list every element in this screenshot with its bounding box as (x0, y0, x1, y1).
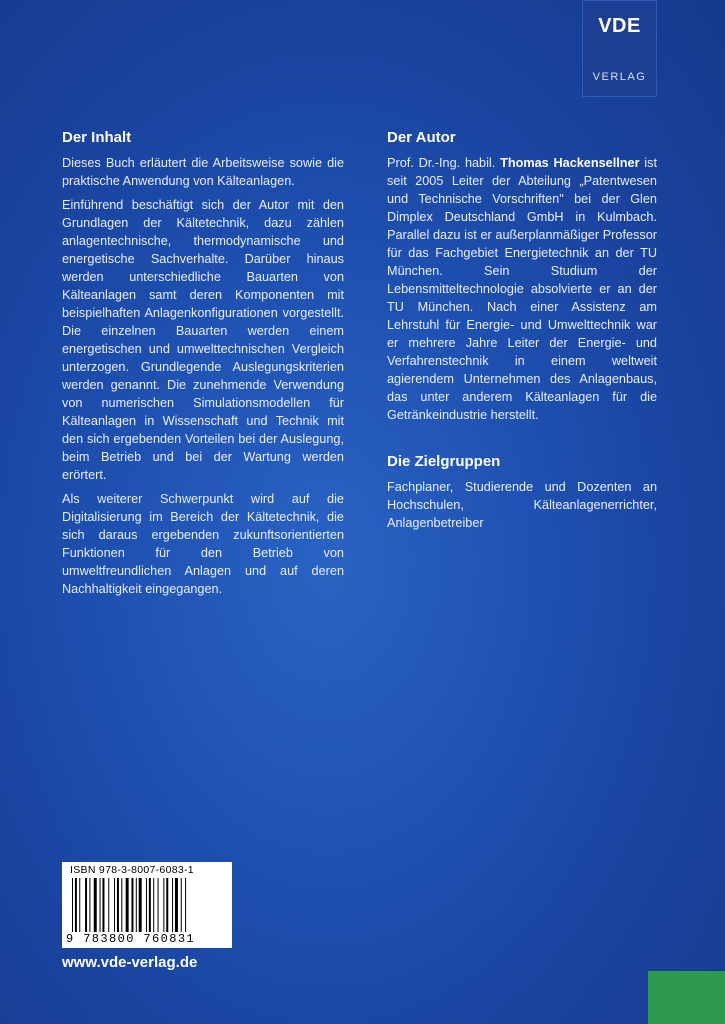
barcode-bar (126, 878, 129, 932)
inhalt-paragraph-2: Einführend beschäftigt sich der Autor mit den Grundlagen der Kältetechnik, dazu zählen anlagentechnische, thermodynamische und energetische Sachverhalte. Darüber hinaus werden unterschiedliche Bauarten von Kälteanlagen samt deren Komponenten mit beispielhaften Anlagenkonfigurationen vorgestellt. Die einzelnen Bauarten werden einem energetischen und umwelttechnischen Vergleich unterzogen. Grundlegende Auslegungskriterien werden genannt. Die zunehmende Verwendung von numerischen Simulationsmodellen für Kälteanlagen in Wissenschaft und Technik mit den sich ergebenden Vorteilen bei der Auslegung, beim Betrieb und bei der Wartung werden erörtert. (62, 198, 344, 482)
barcode-bar (146, 878, 147, 932)
vde-logo-box (582, 0, 657, 97)
inhalt-paragraph-1: Dieses Buch erläutert die Arbeitsweise sowie die praktische Anwendung von Kälteanlagen. (62, 156, 344, 188)
barcode-bar (108, 878, 109, 932)
isbn-barcode (62, 862, 232, 948)
barcode-bar (94, 878, 97, 932)
autor-paragraph (387, 154, 657, 424)
green-corner-block (648, 971, 725, 1024)
barcode-bar (114, 878, 115, 932)
barcode-bar (136, 878, 137, 932)
autor-text: ist seit 2005 Leiter der Abteilung „Patentwesen und Technische Vorschriften" bei der Glen Dimplex Deutschland GmbH in Kulmbach. Parallel dazu ist er außerplanmäßiger Professor für das Fachgebiet Energietechnik an der TU München. Sein Studium der Lebensmitteltechnologie absolvierte er an der TU München. Nach einer Assistenz am Lehrstuhl für Energie- und Umwelttechnik war er mehrere Jahre Leiter der Energie- und Verfahrenstechnik in einem weltweit agierendem Unternehmen des Anlagenbaus, das unter anderem Kälteanlagen für die Getränkeindustrie herstellt. (387, 156, 657, 422)
barcode-bar (153, 878, 154, 932)
inhalt-heading: Der Inhalt (62, 129, 132, 146)
barcode-bar (166, 878, 168, 932)
barcode-bar (89, 878, 90, 932)
autor-name: Thomas Hackensellner (500, 156, 640, 170)
barcode-bar (175, 878, 178, 932)
barcode-bar (181, 878, 182, 932)
autor-column (387, 128, 657, 538)
autor-prefix: Prof. Dr.-Ing. habil. (387, 156, 501, 170)
barcode-bars (70, 878, 226, 932)
barcode-bar (102, 878, 104, 932)
vde-logo: VDE (598, 15, 641, 37)
barcode-bar (172, 878, 173, 932)
zielgruppen-text: Fachplaner, Studierende und Dozenten an Hochschulen, Kälteanlagenerrichter, Anlagenbetreiber (387, 480, 657, 530)
barcode-bar (158, 878, 159, 932)
barcode-bar (121, 878, 122, 932)
barcode-bar (149, 878, 151, 932)
barcode-bar (163, 878, 164, 932)
barcode-bar (117, 878, 119, 932)
barcode-digits: 9 783800 760831 (66, 932, 196, 946)
publisher-website: www.vde-verlag.de (62, 954, 198, 971)
inhalt-paragraph-3: Als weiterer Schwerpunkt wird auf die Digitalisierung im Bereich der Kältetechnik, die sich daraus ergebenden zukunftsorientierten Funktionen für den Betrieb von umweltfreundlichen Anlagen und auf deren Nachhaltigkeit eingegangen. (62, 492, 344, 596)
barcode-bar (79, 878, 80, 932)
barcode-bar (75, 878, 77, 932)
inhalt-section (62, 128, 344, 604)
zielgruppen-heading: Die Zielgruppen (387, 453, 501, 470)
barcode-bar (185, 878, 186, 932)
vde-verlag-label: VERLAG (592, 71, 647, 83)
autor-heading: Der Autor (387, 129, 456, 146)
barcode-bar (131, 878, 133, 932)
barcode-bar (85, 878, 87, 932)
barcode-bar (100, 878, 101, 932)
barcode-bar (72, 878, 73, 932)
barcode-bar (139, 878, 142, 932)
isbn-label: ISBN 978-3-8007-6083-1 (70, 864, 194, 876)
